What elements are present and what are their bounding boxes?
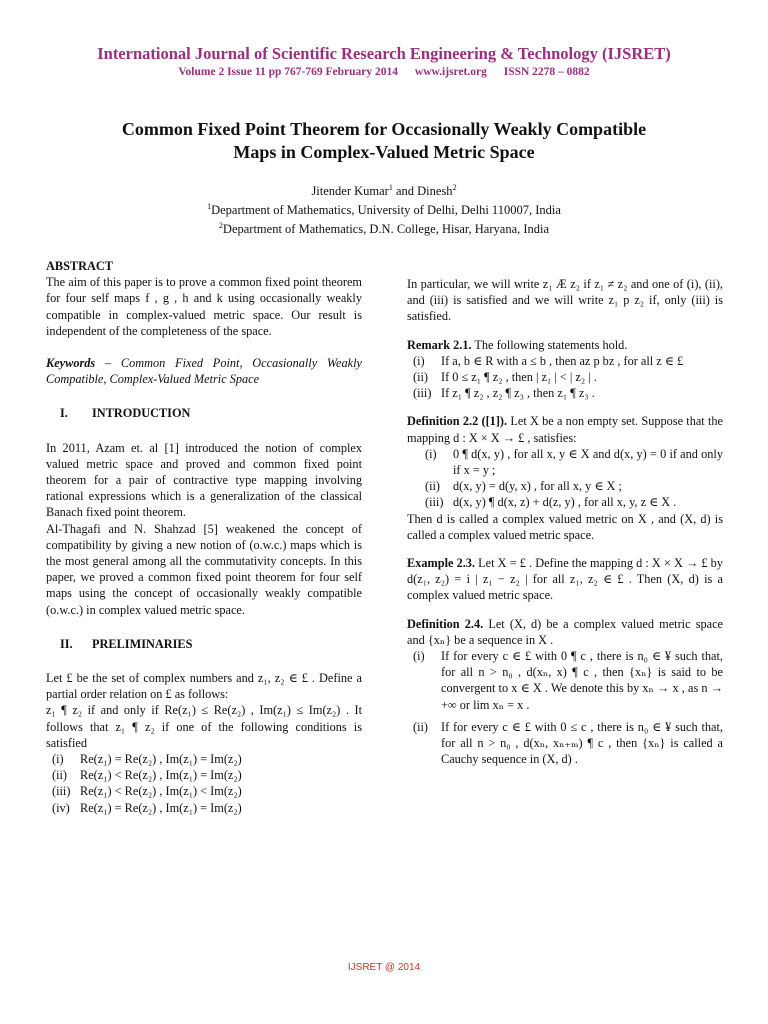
abstract-text: The aim of this paper is to prove a common fixed point theorem for four self maps f , g , h and k using occasionally weakly compatible in complex-valued metric space. Our result is independent of the completeness of the space. [46,275,362,338]
title-line-1: Common Fixed Point Theorem for Occasionally Weakly Compatible [121,119,647,139]
conditions-list [46,751,362,816]
condition-item: (iii) Re(z₁) < Re(z₂) , Im(z₁) < Im(z₂) [52,784,242,799]
paper-title [60,118,708,164]
journal-meta [0,66,768,78]
condition-item: (iv) Re(z₁) = Re(z₂) , Im(z₁) = Im(z₂) [52,800,242,815]
definition-item: (ii) d(x, y) = d(y, x) , for all x, y ∈ X ; [425,479,622,494]
abstract-heading: ABSTRACT [46,259,113,273]
definition-2-2: Definition 2.2 ([1]). Let X be a non empty set. Suppose that the mapping d : X × X → £ , satisfies: (i) 0 ¶ d(x, y) , for all x, y ∈ X and d(x, y) = 0 if and only if x = y ; (ii) d(x, y) = d(y, x) , for all x, y ∈ X ; (iii) d(x, y) ¶ d(x, z) + d(z, y) , for all x, y, z ∈ X . Then d is called a complex valued metric on X , and (X, d) is called a complex valued metric space. [407,414,723,542]
keywords: Keywords – Common Fixed Point, Occasionally Weakly Compatible, Complex-Valued Metric Space [46,356,362,387]
definition-after: Then d is called a complex valued metric on X , and (X, d) is called a complex valued metric space. [407,511,723,542]
section-preliminaries-heading: II. PRELIMINARIES [60,636,193,651]
remark-item: (ii) If 0 ≤ z₁ ¶ z₂ , then | z₁ | < | z₂ | . [413,370,597,385]
example-2-3: Example 2.3. Let X = £ . Define the mapping d : X × X → £ by d(z₁, z₂) = i | z₁ − z₂ | for all z₁, z₂ ∈ £ . Then (X, d) is a complex valued metric space. [407,556,723,603]
remark-item: (i) If a, b ∈ R with a ≤ b , then az p bz , for all z ∈ £ [413,353,684,368]
title-line-2: Maps in Complex-Valued Metric Space [233,142,535,162]
definition-2-4: Definition 2.4. Let (X, d) be a complex valued metric space and {xₙ} be a sequence in X . (i) If for every c ∈ £ with 0 ¶ c , there is n₀ ∈ ¥ such that, for all n > n₀ , d(xₙ, x) ¶ c , then {xₙ} is said to be convergent to x ∈ X . We denote this by xₙ → x , as n → +∞ or lim xₙ = x . (ii) If for every c ∈ £ with 0 ≤ c , there is n₀ ∈ ¥ such that, for all n > n₀ , d(xₙ, xₙ₊ₘ) ¶ c , then {xₙ} is called a Cauchy sequence in (X, d) . [407,616,723,767]
volume-info: Volume 2 Issue 11 pp 767-769 February 2014 [178,66,399,78]
definition-item: (ii) If for every c ∈ £ with 0 ≤ c , there is n₀ ∈ ¥ such that, for all n > n₀ , d(xₙ, xₙ₊ₘ) ¶ c , then {xₙ} is called a Cauchy sequence in (X, d) . [413,719,723,767]
page-footer: IJSRET @ 2014 [347,962,421,973]
intro-paragraph-2: Al-Thagafi and N. Shahzad [5] weakened the concept of compatibility by giving a new notion of (o.w.c.) maps which is the most general among all the commutativity concepts. In this paper, we proved a common fixed point theorem for four self maps using the concept of occasionally weakly compatible (o.w.c.) in complex valued metric space. [46,521,362,617]
author-names: Jitender Kumar$^1$ and Dinesh$^2$ [311,183,457,199]
section-introduction-heading: I. INTRODUCTION [60,406,191,421]
journal-website[interactable]: www.ijsret.org [414,66,487,78]
issn: ISSN 2278 – 0882 [503,66,590,78]
intro-paragraph-1: In 2011, Azam et. al [1] introduced the notion of complex valued metric space and proved and common fixed point theorem for a pair of contractive type mapping involving rational expressions which is a generalization of the classical Banach fixed point theorem. [46,440,362,520]
definition-item: (iii) d(x, y) ¶ d(x, z) + d(z, y) , for all x, y, z ∈ X . [425,495,677,510]
remark-item: (iii) If z₁ ¶ z₂ , z₂ ¶ z₃ , then z₁ ¶ z₃ . [413,386,595,401]
definition-item: (i) 0 ¶ d(x, y) , for all x, y ∈ X and d(x, y) = 0 if and only if x = y ; [425,446,723,478]
condition-item: (ii) Re(z₁) < Re(z₂) , Im(z₁) = Im(z₂) [52,768,242,783]
affiliation-2: $^2$Department of Mathematics, D.N. College, Hisar, Haryana, India [218,221,550,237]
particular-paragraph: In particular, we will write z₁ Æ z₂ if z₁ ≠ z₂ and one of (i), (ii), and (iii) is satisfied and we will write z₁ p z₂ if, only (iii) is satisfied. [407,277,723,324]
authors-block [0,180,768,237]
right-column [407,258,723,767]
prelim-paragraph-2: z₁ ¶ z₂ if and only if Re(z₁) ≤ Re(z₂) , Im(z₁) ≤ Im(z₂) . It follows that z₁ ¶ z₂ if one of the following conditions is satisfied [46,703,362,750]
remark-2-1: Remark 2.1. The following statements hold. (i) If a, b ∈ R with a ≤ b , then az p bz , for all z ∈ £ (ii) If 0 ≤ z₁ ¶ z₂ , then | z₁ | < | z₂ | . (iii) If z₁ ¶ z₂ , z₂ ¶ z₃ , then z₁ ¶ z₃ . [407,337,723,402]
definition-item: (i) If for every c ∈ £ with 0 ¶ c , there is n₀ ∈ ¥ such that, for all n > n₀ , d(xₙ, x) ¶ c , then {xₙ} is said to be convergent to x ∈ X . We denote this by xₙ → x , as n → +∞ or lim xₙ = x . [413,649,723,712]
left-column [46,258,362,816]
condition-item: (i) Re(z₁) = Re(z₂) , Im(z₁) = Im(z₂) [52,752,242,767]
prelim-paragraph-1: Let £ be the set of complex numbers and z₁, z₂ ∈ £ . Define a partial order relation on £ as follows: [46,671,362,702]
journal-title: International Journal of Scientific Research Engineering & Technology (IJSRET) [97,44,671,63]
affiliation-1: $^1$Department of Mathematics, University of Delhi, Delhi 110007, India [207,202,561,218]
